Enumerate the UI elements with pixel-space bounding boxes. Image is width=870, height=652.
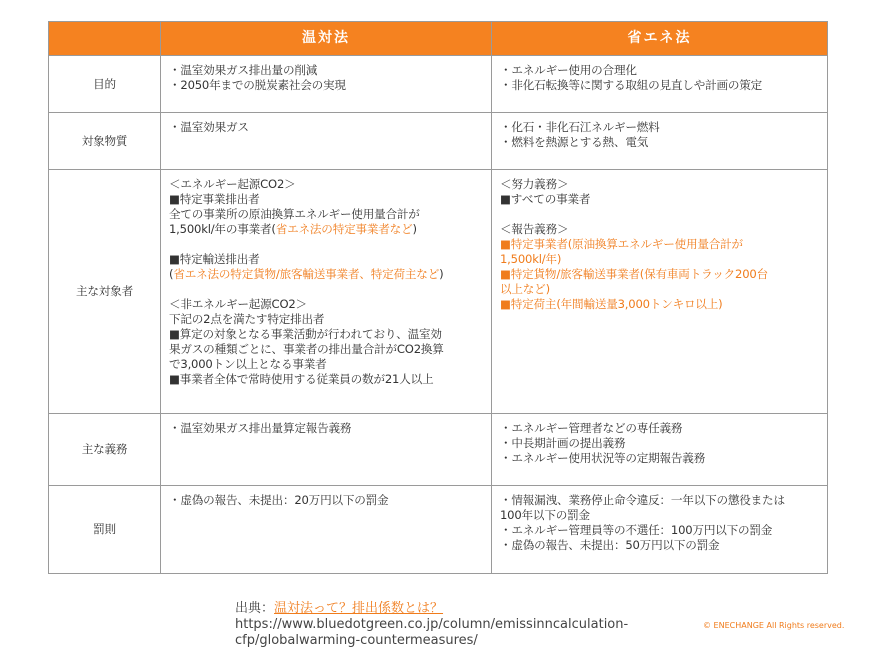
list-item: ・温室効果ガス: [169, 120, 249, 134]
report-obligation-item: 1,500kl/年): [500, 252, 562, 266]
list-item: 100年以下の罰金: [500, 508, 590, 522]
list-item: ・エネルギー使用の合理化: [500, 63, 637, 77]
table-row-main-duties: [49, 414, 828, 486]
text-segment: (: [169, 267, 174, 281]
table-row-purpose: [49, 56, 828, 113]
row-label-purpose: 目的: [49, 56, 161, 113]
list-item: ・非化石転換等に関する取組の見直しや計画の策定: [500, 78, 763, 92]
list-item: ・2050年までの脱炭素社会の実現: [169, 78, 346, 92]
report-obligation-item: ■特定事業者(原油換算エネルギー使用量合計が: [500, 237, 743, 251]
list-item: ・虚偽の報告、未提出：50万円以下の罰金: [500, 538, 720, 552]
non-energy-line: で3,000トン以上となる事業者: [169, 357, 327, 371]
row-label-main-duties: 主な義務: [49, 414, 161, 486]
non-energy-line: 果ガスの種類ごとに、事業者の排出量合計がCO2換算: [169, 342, 444, 356]
list-item: ・温室効果ガス排出量の削減: [169, 63, 318, 77]
substance-shoene-cell: [492, 113, 828, 170]
non-energy-line: ■事業者全体で常時使用する従業員の数が21人以上: [169, 372, 434, 386]
substance-ontaiho-cell: [161, 113, 492, 170]
non-energy-intro: 下記の2点を満たす特定排出者: [169, 312, 325, 326]
effort-obligation-heading: ＜努力義務＞: [500, 177, 569, 191]
text-segment: ): [412, 222, 417, 236]
list-item: ・情報漏洩、業務停止命令違反：一年以下の懲役または: [500, 493, 785, 507]
row-label-main-targets: 主な対象者: [49, 170, 161, 414]
duties-ontaiho-cell: [161, 414, 492, 486]
source-citation: [235, 601, 628, 649]
table-row-penalties: [49, 486, 828, 574]
source-link[interactable]: 温対法って？排出係数とは？: [274, 601, 444, 616]
non-energy-co2-heading: ＜非エネルギー起源CO2＞: [169, 297, 307, 311]
list-item: ・エネルギー管理者などの専任義務: [500, 421, 683, 435]
targets-ontaiho-cell: [161, 170, 492, 414]
report-obligation-item: ■特定貨物/旅客輸送事業者(保有車両トラック200台: [500, 267, 768, 281]
text-segment: ): [439, 267, 444, 281]
list-item: ・エネルギー使用状況等の定期報告義務: [500, 451, 706, 465]
penalties-ontaiho-cell: [161, 486, 492, 574]
purpose-ontaiho-cell: [161, 56, 492, 113]
highlight-text: 省エネ法の特定事業者など: [275, 222, 413, 236]
header-ontaiho: 温対法: [161, 22, 492, 56]
list-item: ・燃料を熱源とする熱、電気: [500, 135, 649, 149]
header-shoenehou: 省エネ法: [492, 22, 828, 56]
penalties-shoene-cell: [492, 486, 828, 574]
row-label-target-substance: 対象物質: [49, 113, 161, 170]
list-item: ・温室効果ガス排出量算定報告義務: [169, 421, 352, 435]
table-row-target-substance: [49, 113, 828, 170]
source-line: [235, 601, 628, 617]
list-item: ・虚偽の報告、未提出：20万円以下の罰金: [169, 493, 389, 507]
specified-business-emitter: ■特定事業排出者: [169, 192, 260, 206]
highlight-text: 省エネ法の特定貨物/旅客輸送事業者、特定荷主など: [173, 267, 440, 281]
source-prefix: 出典：: [235, 601, 275, 616]
specified-transport-emitter: ■特定輸送排出者: [169, 252, 260, 266]
specified-business-desc: 全ての事業所の原油換算エネルギー使用量合計が: [169, 207, 420, 221]
header-blank-cell: [49, 22, 161, 56]
table-row-main-targets: [49, 170, 828, 414]
report-obligation-item: ■特定荷主(年間輸送量3,000トンキロ以上): [500, 297, 723, 311]
report-obligation-heading: ＜報告義務＞: [500, 222, 569, 236]
list-item: ・中長期計画の提出義務: [500, 436, 626, 450]
row-label-penalties: 罰則: [49, 486, 161, 574]
energy-co2-heading: ＜エネルギー起源CO2＞: [169, 177, 296, 191]
effort-obligation-item: ■すべての事業者: [500, 192, 591, 206]
comparison-table: [48, 21, 828, 574]
targets-shoene-cell: [492, 170, 828, 414]
non-energy-line: ■算定の対象となる事業活動が行われており、温室効: [169, 327, 442, 341]
report-obligation-item: 以上など): [500, 282, 550, 296]
source-url-line1: https://www.bluedotgreen.co.jp/column/emissinncalculation-: [235, 617, 629, 632]
specified-transport-desc: [169, 267, 483, 282]
list-item: ・化石・非化石江ネルギー燃料: [500, 120, 660, 134]
table-header-row: [49, 22, 828, 56]
purpose-shoene-cell: [492, 56, 828, 113]
duties-shoene-cell: [492, 414, 828, 486]
copyright-notice: © ENECHANGE All Rights reserved.: [703, 621, 845, 630]
specified-business-desc: [169, 222, 483, 237]
source-url-line2: cfp/globalwarming-countermeasures/: [235, 633, 478, 648]
text-segment: 1,500kl/年の事業者(: [169, 222, 276, 236]
list-item: ・エネルギー管理員等の不選任：100万円以下の罰金: [500, 523, 773, 537]
